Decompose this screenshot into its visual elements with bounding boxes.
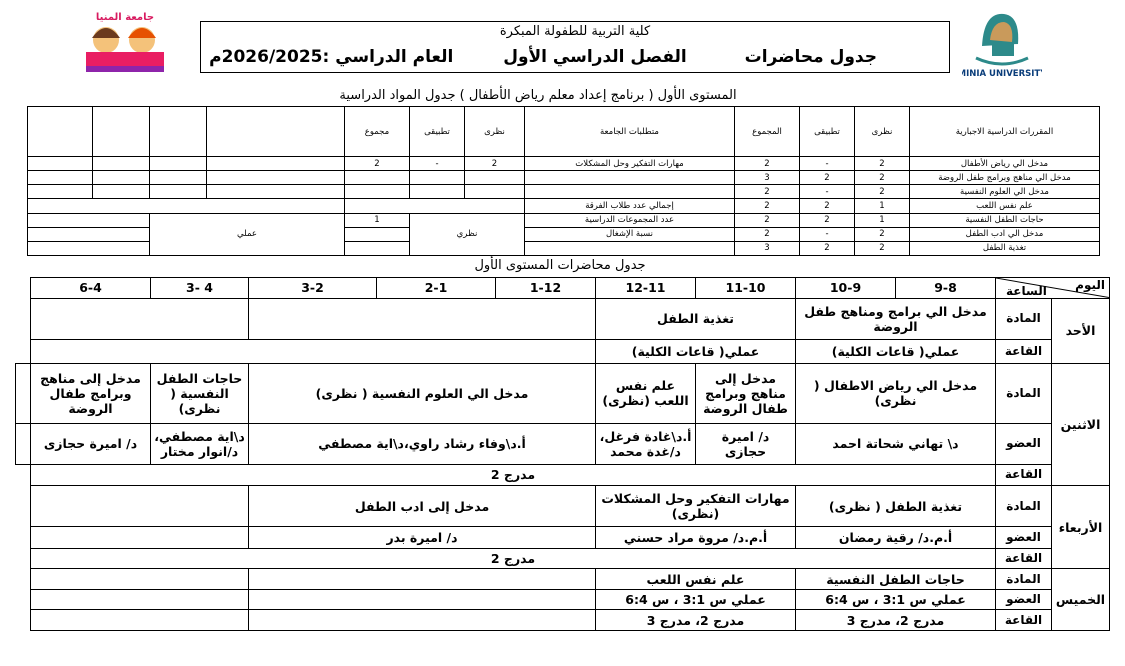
course-theory: 1 [855, 199, 910, 213]
uni-req-applied: - [410, 157, 465, 171]
thursday-subject-row [16, 569, 1110, 590]
row-label: المادة [996, 569, 1052, 590]
course-total: 2 [735, 157, 800, 171]
occupancy-label: نسبة الإشغال [525, 227, 735, 241]
schedule-cell: د\ تهاني شحاتة احمد [796, 423, 996, 464]
empty-cell [31, 298, 249, 339]
course-name: تغذية الطفل [910, 241, 1100, 255]
blank-cell [150, 185, 207, 199]
row-label: القاعة [996, 339, 1052, 364]
row-label: العضو [996, 423, 1052, 464]
course-applied: - [800, 227, 855, 241]
sunday-subject-row [16, 298, 1110, 339]
schedule-cell: علم نفس اللعب [596, 569, 796, 590]
courses-header-row [28, 107, 1100, 157]
blank-cell [465, 171, 525, 185]
header-title-box [200, 21, 950, 73]
schedule-cell: عملي( قاعات الكلية) [796, 339, 996, 364]
course-row [28, 185, 1100, 199]
blank-cell [28, 213, 150, 227]
course-theory: 2 [855, 185, 910, 199]
row-label: المادة [996, 486, 1052, 527]
schedule-cell: مدخل إلى ادب الطفل [249, 486, 596, 527]
course-applied: 2 [800, 199, 855, 213]
total-students-label: إجمالي عدد طلاب الفرقة [525, 199, 735, 213]
blank-cell [410, 171, 465, 185]
schedule-cell: د\اية مصطفي، د/انوار مختار [151, 423, 249, 464]
blank-cell [525, 241, 735, 255]
schedule-cell: مدرج 2 [31, 464, 996, 486]
applied-header: تطبيقى [800, 107, 855, 157]
day-monday: الاثنين [1052, 364, 1110, 486]
row-label: العضو [996, 527, 1052, 549]
academic-year: العام الدراسي :2026/2025م [209, 47, 454, 67]
course-applied: 2 [800, 213, 855, 227]
time-slot: 9-8 [896, 278, 996, 299]
day-label: اليوم [1075, 278, 1105, 292]
blank-cell [28, 199, 345, 213]
time-header-row [16, 278, 1110, 299]
schedule-table [15, 277, 1110, 631]
course-theory: 2 [855, 241, 910, 255]
schedule-cell: أ.د\وفاء رشاد راوي،د\اية مصطفي [249, 423, 596, 464]
compulsory-header: المقررات الدراسية الاجبارية [910, 107, 1100, 157]
row-label: القاعة [996, 610, 1052, 631]
course-theory: 2 [855, 157, 910, 171]
course-applied: - [800, 185, 855, 199]
blank-cell [28, 185, 93, 199]
total-header: المجموع [735, 107, 800, 157]
blank-cell [345, 227, 410, 241]
blank-cell [345, 185, 410, 199]
schedule-cell: د/ اميرة بدر [249, 527, 596, 549]
blank-cell [28, 107, 93, 157]
course-applied: - [800, 157, 855, 171]
blank-cell [207, 157, 345, 171]
thursday-hall-row [16, 610, 1110, 631]
empty-cell [31, 339, 596, 364]
header-info-row [209, 47, 877, 67]
wednesday-hall-row [16, 548, 1110, 569]
schedule-cell: مهارات التفكير وحل المشكلات (نظرى) [596, 486, 796, 527]
course-total: 3 [735, 241, 800, 255]
blank-cell [465, 185, 525, 199]
course-name: مدخل الي مناهج وبرامج طفل الروضة [910, 171, 1100, 185]
empty-cell [249, 589, 596, 610]
sunday-hall-row [16, 339, 1110, 364]
courses-table [27, 106, 1100, 256]
uni-req-header: متطلبات الجامعة [525, 107, 735, 157]
course-theory: 2 [855, 171, 910, 185]
schedule-cell: د/ اميرة حجازى [696, 423, 796, 464]
row-label: القاعة [996, 548, 1052, 569]
schedule-cell: د/ اميرة حجازى [31, 423, 151, 464]
blank-cell [207, 107, 345, 157]
empty-cell [16, 364, 31, 424]
course-theory: 1 [855, 213, 910, 227]
wednesday-member-row [16, 527, 1110, 549]
row-label: المادة [996, 364, 1052, 424]
day-wednesday: الأربعاء [1052, 486, 1110, 569]
empty-cell [16, 423, 31, 464]
row-label: القاعة [996, 464, 1052, 486]
schedule-cell: تغذية الطفل ( نظرى) [796, 486, 996, 527]
monday-hall-row [16, 464, 1110, 486]
time-slot: 12-11 [596, 278, 696, 299]
time-slot: 3-2 [249, 278, 377, 299]
blank-cell [150, 171, 207, 185]
schedule-cell: مدرج 2، مدرج 3 [796, 610, 996, 631]
uni-req-theory: 2 [465, 157, 525, 171]
schedule-cell: علم نفس اللعب (نظرى) [596, 364, 696, 424]
blank-cell [93, 157, 150, 171]
level-title: المستوى الأول ( برنامج إعداد معلم رياض الأطفال ) جدول المواد الدراسية [339, 88, 737, 103]
schedule-cell: مدخل إلى مناهج وبرامج طفال الروضة [696, 364, 796, 424]
blank-cell [93, 107, 150, 157]
groups-theory-label: نظري [410, 213, 525, 255]
course-total: 2 [735, 213, 800, 227]
schedule-cell: أ.م.د/ رقية رمضان [796, 527, 996, 549]
monday-subject-row [16, 364, 1110, 424]
blank-cell [345, 171, 410, 185]
blank-cell [410, 185, 465, 199]
course-total: 2 [735, 227, 800, 241]
u-theory-header: نظرى [465, 107, 525, 157]
blank-cell [207, 171, 345, 185]
blank-cell [207, 185, 345, 199]
time-slot: 2-1 [377, 278, 496, 299]
time-slot: 6-4 [31, 278, 151, 299]
schedule-cell: مدرج 2 [31, 548, 996, 569]
course-name: علم نفس اللعب [910, 199, 1100, 213]
schedule-cell: أ.د\غادة فرغل، د/غدة محمد [596, 423, 696, 464]
schedule-cell: مدخل الي العلوم النفسية ( نظرى) [249, 364, 596, 424]
schedule-cell: عملي( قاعات الكلية) [596, 339, 796, 364]
course-row [28, 157, 1100, 171]
schedule-cell: مدخل الي رياض الاطفال ( نظرى) [796, 364, 996, 424]
blank-cell [93, 185, 150, 199]
empty-cell [249, 298, 596, 339]
blank-cell [150, 157, 207, 171]
blank-cell [525, 185, 735, 199]
u-total-header: مجموع [345, 107, 410, 157]
groups-practical-label: عملي [150, 213, 345, 255]
course-name: مدخل الي رياض الأطفال [910, 157, 1100, 171]
time-slot: 1-12 [496, 278, 596, 299]
semester-label: الفصل الدراسي الأول [503, 47, 687, 67]
schedule-cell: تغذية الطفل [596, 298, 796, 339]
blank-cell [28, 241, 150, 255]
course-theory: 2 [855, 227, 910, 241]
empty-cell [31, 589, 249, 610]
day-sunday: الأحد [1052, 298, 1110, 364]
blank-cell [28, 157, 93, 171]
schedule-label: جدول محاضرات [744, 47, 877, 67]
u-applied-header: تطبيقى [410, 107, 465, 157]
empty-cell [249, 569, 596, 590]
day-hour-corner [996, 278, 1110, 299]
course-total: 2 [735, 185, 800, 199]
schedule-cell: حاجات الطفل النفسية ( نظرى) [151, 364, 249, 424]
course-row [28, 199, 1100, 213]
course-applied: 2 [800, 241, 855, 255]
uni-req-total: 2 [345, 157, 410, 171]
empty-cell [31, 527, 249, 549]
course-applied: 2 [800, 171, 855, 185]
empty-cell [249, 610, 596, 631]
theory-header: نظرى [855, 107, 910, 157]
blank-cell [93, 171, 150, 185]
svg-text:جامعة المنيا: جامعة المنيا [95, 12, 155, 23]
schedule-cell: عملي س 3:1 ، س 6:4 [796, 589, 996, 610]
schedule-cell: أ.م.د/ مروة مراد حسني [596, 527, 796, 549]
schedule-cell: حاجات الطفل النفسية [796, 569, 996, 590]
course-name: مدخل الي العلوم النفسية [910, 185, 1100, 199]
minia-university-logo [962, 6, 1042, 82]
uni-req-name: مهارات التفكير وحل المشكلات [525, 157, 735, 171]
blank-cell [525, 171, 735, 185]
time-slot: 10-9 [796, 278, 896, 299]
day-thursday: الخميس [1052, 569, 1110, 631]
monday-member-row [16, 423, 1110, 464]
schedule-cell: عملي س 3:1 ، س 6:4 [596, 589, 796, 610]
course-total: 2 [735, 199, 800, 213]
blank-cell [345, 241, 410, 255]
course-name: مدخل الي ادب الطفل [910, 227, 1100, 241]
course-row [28, 171, 1100, 185]
row-label: العضو [996, 589, 1052, 610]
course-row [28, 213, 1100, 227]
groups-count-label: عدد المجموعات الدراسية [525, 213, 735, 227]
schedule-cell: مدخل الي برامج ومناهج طفل الروضة [796, 298, 996, 339]
total-students-value [345, 199, 525, 213]
schedule-cell: مدرج 2، مدرج 3 [596, 610, 796, 631]
row-label: المادة [996, 298, 1052, 339]
svg-text:MINIA UNIVERSITY: MINIA UNIVERSITY [962, 69, 1042, 79]
hour-label: الساعة [1006, 283, 1047, 298]
time-slot: 11-10 [696, 278, 796, 299]
schedule-title: جدول محاضرات المستوى الأول [474, 258, 646, 273]
schedule-cell: مدخل إلى مناهج وبرامج طفال الروضة [31, 364, 151, 424]
blank-cell [150, 107, 207, 157]
thursday-member-row [16, 589, 1110, 610]
blank-cell [28, 227, 150, 241]
faculty-name: كلية التربية للطفولة المبكرة [499, 24, 651, 39]
empty-cell [31, 486, 249, 527]
wednesday-subject-row [16, 486, 1110, 527]
blank-cell [28, 171, 93, 185]
course-total: 3 [735, 171, 800, 185]
time-slot: 4 -3 [151, 278, 249, 299]
course-name: حاجات الطفل النفسية [910, 213, 1100, 227]
empty-cell [31, 610, 249, 631]
empty-cell [31, 569, 249, 590]
groups-theory-count: 1 [345, 213, 410, 227]
kids-faculty-logo [76, 8, 174, 80]
